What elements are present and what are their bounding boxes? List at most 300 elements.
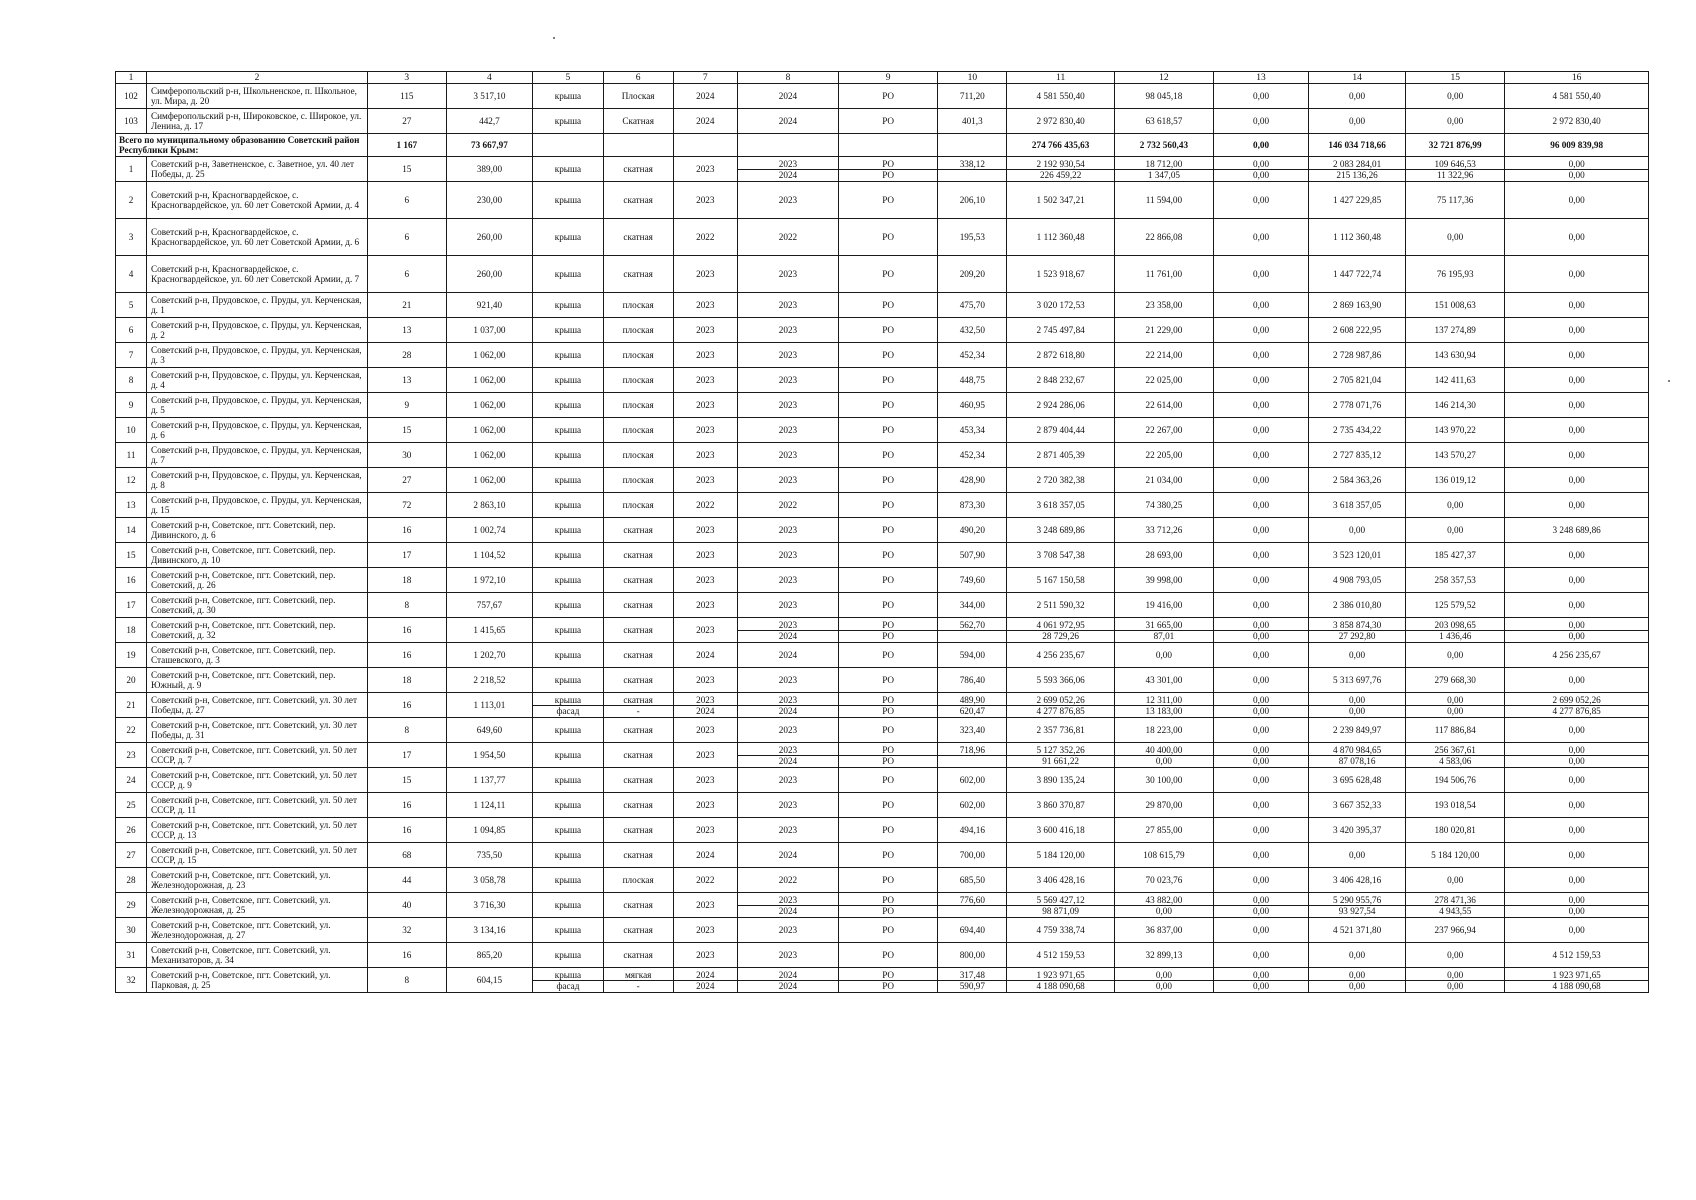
contribution: 22 025,00: [1114, 368, 1213, 393]
contribution: 0,00: [1115, 970, 1213, 981]
program: РО: [882, 755, 895, 766]
total-cost-split: [1007, 618, 1114, 643]
contribution: 108 615,79: [1114, 843, 1213, 868]
program: РО: [839, 643, 938, 668]
regional-operator-split: [1505, 893, 1649, 918]
element: крыша: [533, 418, 603, 443]
work-year-split: [737, 743, 838, 768]
apartments-count: 15: [368, 418, 447, 443]
total-cost: 3 708 547,38: [1007, 543, 1114, 568]
column-number: 6: [603, 72, 673, 84]
fund-share: 0,00: [1349, 705, 1366, 716]
contribution: 28 693,00: [1114, 543, 1213, 568]
area: 865,20: [446, 943, 533, 968]
row-number: 29: [116, 893, 147, 918]
owners-share: 0,00: [1406, 493, 1505, 518]
fund-share: 4 908 793,05: [1309, 568, 1406, 593]
budget-rk: 0,00: [1214, 843, 1309, 868]
work-year: 2023: [737, 518, 838, 543]
split-cell: [1214, 620, 1308, 641]
cost-per-m2-split: [938, 893, 1007, 918]
plan-year: 2023: [673, 568, 737, 593]
cost-per-m2: 195,53: [938, 219, 1007, 256]
roof-type: скатная: [603, 593, 673, 618]
apartments-count: 21: [368, 293, 447, 318]
address: Советский р-н, Заветненское, с. Заветное, ул. 40 лет Победы, д. 25: [146, 157, 367, 182]
owners-share: 0,00: [1406, 518, 1505, 543]
area: 1 202,70: [446, 643, 533, 668]
roof-type: скатная: [603, 219, 673, 256]
program: РО: [839, 818, 938, 843]
row-number: 1: [116, 157, 147, 182]
municipality-total-label: Всего по муниципальному образованию Советский район Республики Крым:: [116, 134, 368, 157]
apartments-count: 8: [368, 718, 447, 743]
element: крыша: [533, 368, 603, 393]
address: Советский р-н, Советское, пгт. Советский, ул. 30 лет Победы, д. 27: [146, 693, 367, 718]
split-cell: [1309, 970, 1405, 991]
split-cell: [1505, 695, 1648, 716]
address: Советский р-н, Прудовское, с. Пруды, ул. Керченская, д. 1: [146, 293, 367, 318]
cost-per-m2: 507,90: [938, 543, 1007, 568]
roof-type: скатная: [603, 256, 673, 293]
row-number: 2: [116, 182, 147, 219]
owners-share: 180 020,81: [1406, 818, 1505, 843]
total-area: 73 667,97: [446, 134, 533, 157]
budget-rk: 0,00: [1214, 745, 1308, 756]
cost-per-m2: 711,20: [938, 84, 1007, 109]
element: фасад: [556, 980, 580, 991]
contribution: 21 034,00: [1114, 468, 1213, 493]
element: крыша: [533, 182, 603, 219]
apartments-count: 17: [368, 543, 447, 568]
owners-share: 0,00: [1447, 705, 1464, 716]
row-number: 21: [116, 693, 147, 718]
plan-year: 2023: [673, 393, 737, 418]
cost-per-m2: 489,90: [938, 695, 1006, 706]
apartments-count: 16: [368, 643, 447, 668]
total-apartments: 1 167: [368, 134, 447, 157]
owners-share: 0,00: [1406, 970, 1504, 981]
regional-operator: 0,00: [1568, 905, 1585, 916]
program: РО: [839, 418, 938, 443]
cost-per-m2-split: [938, 618, 1007, 643]
address: Советский р-н, Красногвардейское, с. Красногвардейское, ул. 60 лет Советской Армии, д. 4: [146, 182, 367, 219]
program-split: [839, 893, 938, 918]
split-cell: [1007, 695, 1113, 716]
contribution: 33 712,26: [1114, 518, 1213, 543]
cost-per-m2-split: [938, 157, 1007, 182]
roof-type: скатная: [603, 793, 673, 818]
total-cost-split: [1007, 968, 1114, 993]
contribution: 29 870,00: [1114, 793, 1213, 818]
budget-rk: 0,00: [1214, 643, 1309, 668]
total-cost-split: [1007, 157, 1114, 182]
owners-share: 258 357,53: [1406, 568, 1505, 593]
split-cell: [1406, 745, 1504, 766]
element: крыша: [533, 918, 603, 943]
area: 757,67: [446, 593, 533, 618]
area: 1 062,00: [446, 368, 533, 393]
row-number: 11: [116, 443, 147, 468]
fund-share: 0,00: [1309, 84, 1406, 109]
area: 1 972,10: [446, 568, 533, 593]
contribution: 70 023,76: [1114, 868, 1213, 893]
cost-per-m2-split: [938, 743, 1007, 768]
owners-share: 11 322,96: [1436, 169, 1474, 180]
total-cost: 2 924 286,06: [1007, 393, 1114, 418]
work-year: 2023: [737, 668, 838, 693]
area: 604,15: [446, 968, 533, 993]
budget-rk: 0,00: [1214, 393, 1309, 418]
work-year: 2023: [737, 818, 838, 843]
regional-operator: 0,00: [1505, 843, 1649, 868]
cost-per-m2: 749,60: [938, 568, 1007, 593]
row-number: 30: [116, 918, 147, 943]
area: 260,00: [446, 256, 533, 293]
empty-cell: [533, 134, 603, 157]
budget-rk: 0,00: [1214, 293, 1309, 318]
table-row: [116, 134, 1649, 157]
apartments-count: 30: [368, 443, 447, 468]
roof-type-split: [603, 693, 673, 718]
total-cost: 2 720 382,38: [1007, 468, 1114, 493]
roof-type: скатная: [603, 182, 673, 219]
program: РО: [839, 768, 938, 793]
split-cell: [938, 695, 1006, 716]
contribution: 19 416,00: [1114, 593, 1213, 618]
program: РО: [839, 695, 937, 706]
cost-per-m2: 317,48: [938, 970, 1006, 981]
work-year: 2024: [737, 84, 838, 109]
regional-operator: 0,00: [1505, 159, 1648, 170]
owners-share: 143 630,94: [1406, 343, 1505, 368]
address: Советский р-н, Советское, пгт. Советский, пер. Советский, д. 30: [146, 593, 367, 618]
fund-share-split: [1309, 157, 1406, 182]
split-cell: [839, 620, 937, 641]
regional-operator-split: [1505, 618, 1649, 643]
cost-per-m2: 344,00: [938, 593, 1007, 618]
split-cell: [1007, 895, 1113, 916]
owners-share: 0,00: [1406, 219, 1505, 256]
row-number: 16: [116, 568, 147, 593]
plan-year: 2023: [673, 368, 737, 393]
column-number: 13: [1214, 72, 1309, 84]
area: 1 415,65: [446, 618, 533, 643]
row-number: 18: [116, 618, 147, 643]
regional-operator: 0,00: [1505, 818, 1649, 843]
owners-share: 279 668,30: [1406, 668, 1505, 693]
cost-per-m2: 460,95: [938, 393, 1007, 418]
fund-share-split: [1309, 693, 1406, 718]
area: 1 104,52: [446, 543, 533, 568]
regional-operator: 0,00: [1505, 543, 1649, 568]
roof-type: скатная: [603, 918, 673, 943]
table-row: [116, 256, 1649, 293]
address: Советский р-н, Советское, пгт. Советский, ул. Железнодорожная, д. 25: [146, 893, 367, 918]
work-year: 2023: [737, 343, 838, 368]
program: РО: [839, 182, 938, 219]
row-number: 20: [116, 668, 147, 693]
budget-rk: 0,00: [1252, 169, 1270, 180]
regional-operator: 0,00: [1505, 895, 1648, 906]
apartments-count: 16: [368, 818, 447, 843]
budget-rk: 0,00: [1214, 868, 1309, 893]
column-number: 2: [146, 72, 367, 84]
work-year: 2023: [737, 256, 838, 293]
roof-type: скатная: [604, 695, 673, 706]
budget-rk-split: [1214, 157, 1309, 182]
program: РО: [839, 970, 937, 981]
program-split: [839, 968, 938, 993]
table-row: [116, 468, 1649, 493]
work-year: 2023: [737, 943, 838, 968]
fund-share: 5 313 697,76: [1309, 668, 1406, 693]
column-number: 12: [1114, 72, 1213, 84]
fund-share: 0,00: [1309, 518, 1406, 543]
contribution: 1 347,05: [1147, 169, 1180, 180]
split-cell: [1115, 159, 1213, 180]
address: Советский р-н, Красногвардейское, с. Красногвардейское, ул. 60 лет Советской Армии, д. 7: [146, 256, 367, 293]
total-cost: 2 871 405,39: [1007, 443, 1114, 468]
element: крыша: [533, 493, 603, 518]
total-fund-share: 146 034 718,66: [1309, 134, 1406, 157]
table-row: [116, 443, 1649, 468]
program: РО: [839, 895, 937, 906]
plan-year: 2023: [673, 918, 737, 943]
program: РО: [839, 543, 938, 568]
contribution: 22 214,00: [1114, 343, 1213, 368]
regional-operator-split: [1505, 743, 1649, 768]
column-number: 9: [839, 72, 938, 84]
split-cell: [1115, 895, 1213, 916]
element: крыша: [533, 543, 603, 568]
budget-rk: 0,00: [1214, 895, 1308, 906]
program: РО: [839, 843, 938, 868]
total-cost: 2 872 618,80: [1007, 343, 1114, 368]
total-cost: 2 699 052,26: [1007, 695, 1113, 706]
area: 1 062,00: [446, 418, 533, 443]
work-year: 2023: [737, 318, 838, 343]
regional-operator: 0,00: [1505, 745, 1648, 756]
address: Советский р-н, Прудовское, с. Пруды, ул. Керченская, д. 7: [146, 443, 367, 468]
fund-share: 0,00: [1309, 843, 1406, 868]
owners-share: 185 427,37: [1406, 543, 1505, 568]
address: Симферопольский р-н, Широковское, с. Широкое, ул. Ленина, д. 17: [146, 109, 367, 134]
program: РО: [839, 568, 938, 593]
work-year: 2023: [738, 695, 838, 706]
plan-year: 2023: [674, 695, 737, 706]
capital-repair-table: [115, 71, 1649, 993]
element: крыша: [533, 157, 603, 182]
element: крыша: [533, 618, 603, 643]
owners-share-split: [1406, 618, 1505, 643]
total-cost: 91 661,22: [1042, 755, 1079, 766]
address: Советский р-н, Прудовское, с. Пруды, ул. Керченская, д. 6: [146, 418, 367, 443]
address: Советский р-н, Советское, пгт. Советский, ул. 50 лет СССР, д. 13: [146, 818, 367, 843]
empty-cell: [737, 134, 838, 157]
roof-type: Плоская: [603, 84, 673, 109]
plan-year: 2023: [673, 893, 737, 918]
total-total-cost: 274 766 435,63: [1007, 134, 1114, 157]
fund-share: 87 078,16: [1338, 755, 1376, 766]
empty-cell: [938, 134, 1007, 157]
work-year: 2023: [737, 418, 838, 443]
work-year: 2023: [737, 918, 838, 943]
element: крыша: [533, 743, 603, 768]
row-number: 7: [116, 343, 147, 368]
budget-rk: 0,00: [1214, 668, 1309, 693]
program: РО: [839, 468, 938, 493]
regional-operator: 0,00: [1505, 918, 1649, 943]
plan-year: 2023: [673, 618, 737, 643]
fund-share: 2 083 284,01: [1309, 159, 1405, 170]
table-row: [116, 568, 1649, 593]
regional-operator: 0,00: [1505, 620, 1648, 631]
plan-year: 2023: [673, 443, 737, 468]
contribution: 11 594,00: [1114, 182, 1213, 219]
roof-type: плоская: [603, 868, 673, 893]
cost-per-m2: [938, 170, 1006, 180]
owners-share: 143 970,22: [1406, 418, 1505, 443]
area: 442,7: [446, 109, 533, 134]
table-row: [116, 543, 1649, 568]
split-cell: [1309, 895, 1405, 916]
total-cost: 1 523 918,67: [1007, 256, 1114, 293]
table-row: [116, 793, 1649, 818]
contribution: 23 358,00: [1114, 293, 1213, 318]
plan-year: 2024: [673, 843, 737, 868]
split-cell: [938, 745, 1006, 766]
address: Советский р-н, Советское, пгт. Советский, ул. 30 лет Победы, д. 31: [146, 718, 367, 743]
total-cost: 4 188 090,68: [1036, 980, 1085, 991]
owners-share: 117 886,84: [1406, 718, 1505, 743]
apartments-count: 27: [368, 109, 447, 134]
roof-type: скатная: [603, 943, 673, 968]
owners-share: 256 367,61: [1406, 745, 1504, 756]
split-cell: [533, 695, 602, 716]
cost-per-m2: 448,75: [938, 368, 1007, 393]
area: 2 863,10: [446, 493, 533, 518]
roof-type: плоская: [603, 368, 673, 393]
budget-rk: 0,00: [1214, 818, 1309, 843]
apartments-count: 68: [368, 843, 447, 868]
regional-operator: 0,00: [1505, 393, 1649, 418]
apartments-count: 9: [368, 393, 447, 418]
element: крыша: [533, 443, 603, 468]
split-cell: [1214, 159, 1308, 180]
cost-per-m2: [938, 631, 1006, 641]
split-cell: [1406, 695, 1504, 716]
element: крыша: [533, 768, 603, 793]
area: 389,00: [446, 157, 533, 182]
area: 2 218,52: [446, 668, 533, 693]
split-cell: [1309, 620, 1405, 641]
owners-share: 0,00: [1406, 84, 1505, 109]
table-row: [116, 109, 1649, 134]
program: РО: [839, 493, 938, 518]
program-split: [839, 618, 938, 643]
plan-year-split: [673, 693, 737, 718]
fund-share: 4 870 984,65: [1309, 745, 1405, 756]
address: Советский р-н, Прудовское, с. Пруды, ул. Керченская, д. 3: [146, 343, 367, 368]
scan-speck: [1668, 380, 1670, 382]
regional-operator: 0,00: [1505, 868, 1649, 893]
table-row: [116, 393, 1649, 418]
program: РО: [839, 368, 938, 393]
fund-share: 1 447 722,74: [1309, 256, 1406, 293]
work-year: 2023: [737, 468, 838, 493]
regional-operator: 0,00: [1505, 718, 1649, 743]
cost-per-m2: 494,16: [938, 818, 1007, 843]
apartments-count: 17: [368, 743, 447, 768]
budget-rk-split: [1214, 693, 1309, 718]
total-cost: 3 020 172,53: [1007, 293, 1114, 318]
budget-rk: 0,00: [1214, 468, 1309, 493]
address: Советский р-н, Советское, пгт. Советский, пер. Дивинского, д. 6: [146, 518, 367, 543]
contribution: 0,00: [1155, 980, 1172, 991]
program: РО: [839, 343, 938, 368]
plan-year: 2023: [673, 818, 737, 843]
apartments-count: 40: [368, 893, 447, 918]
split-cell: [839, 970, 937, 991]
contribution: 39 998,00: [1114, 568, 1213, 593]
program: РО: [839, 718, 938, 743]
budget-rk: 0,00: [1214, 418, 1309, 443]
total-cost: 5 127 352,26: [1007, 745, 1113, 756]
owners-share: 76 195,93: [1406, 256, 1505, 293]
program-split: [839, 743, 938, 768]
program: РО: [839, 393, 938, 418]
row-number: 102: [116, 84, 147, 109]
column-number: 10: [938, 72, 1007, 84]
split-cell: [533, 970, 602, 991]
fund-share-split: [1309, 618, 1406, 643]
regional-operator: 0,00: [1505, 256, 1649, 293]
row-number: 103: [116, 109, 147, 134]
split-cell: [1309, 159, 1405, 180]
plan-year: 2023: [673, 668, 737, 693]
table-row: [116, 668, 1649, 693]
cost-per-m2: 562,70: [938, 620, 1006, 631]
split-cell: [1115, 970, 1213, 991]
row-number: 4: [116, 256, 147, 293]
plan-year: 2023: [673, 718, 737, 743]
cost-per-m2: 428,90: [938, 468, 1007, 493]
address: Советский р-н, Советское, пгт. Советский, ул. 50 лет СССР, д. 11: [146, 793, 367, 818]
table-row: [116, 418, 1649, 443]
apartments-count: 16: [368, 618, 447, 643]
total-cost: 5 569 427,12: [1007, 895, 1113, 906]
address: Советский р-н, Советское, пгт. Советский, пер. Советский, д. 26: [146, 568, 367, 593]
fund-share-split: [1309, 968, 1406, 993]
element: крыша: [533, 970, 602, 981]
roof-type: скатная: [603, 893, 673, 918]
budget-rk: 0,00: [1214, 84, 1309, 109]
address: Советский р-н, Советское, пгт. Советский, ул. Парковая, д. 25: [146, 968, 367, 993]
table-row: [116, 843, 1649, 868]
total-cost: 1 112 360,48: [1007, 219, 1114, 256]
contribution-split: [1114, 618, 1213, 643]
area: 3 058,78: [446, 868, 533, 893]
contribution: 27 855,00: [1114, 818, 1213, 843]
roof-type: плоская: [603, 418, 673, 443]
total-cost: 2 192 930,54: [1007, 159, 1113, 170]
program: РО: [882, 905, 895, 916]
empty-cell: [673, 134, 737, 157]
address: Советский р-н, Прудовское, с. Пруды, ул. Керченская, д. 15: [146, 493, 367, 518]
regional-operator: 0,00: [1505, 468, 1649, 493]
plan-year: 2023: [673, 157, 737, 182]
